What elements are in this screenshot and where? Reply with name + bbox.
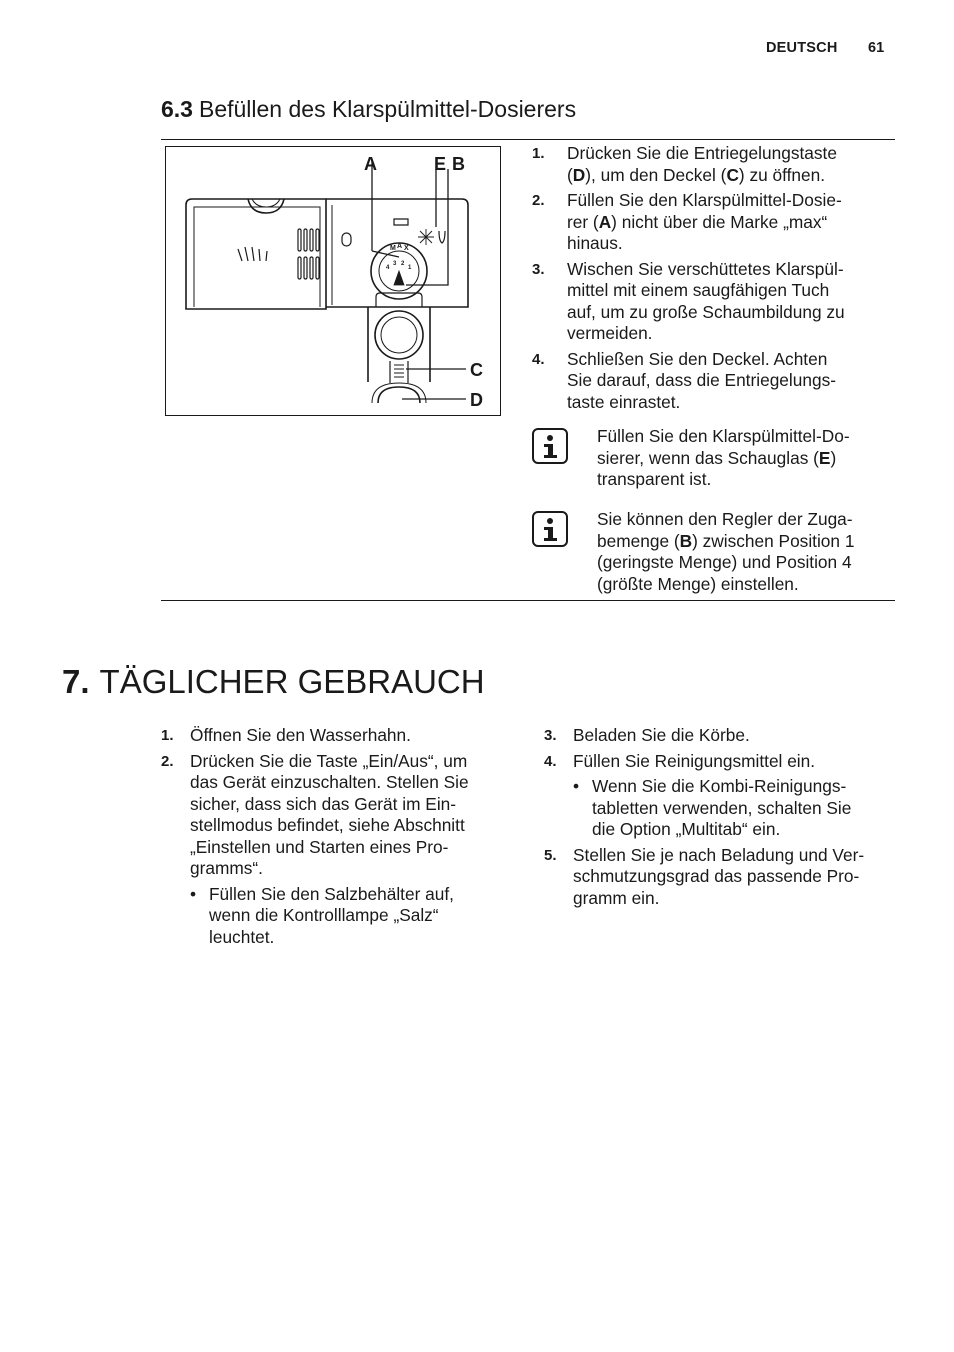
- step-text: Öffnen Sie den Wasserhahn.: [190, 725, 411, 745]
- step-text: Wischen Sie verschüttetes Klarspül-: [567, 258, 844, 279]
- dial-digit: 4: [386, 265, 390, 271]
- info-icon: [532, 511, 568, 547]
- bullet-text: wenn die Kontrolllampe „Salz“: [209, 905, 439, 925]
- step-number: 3.: [532, 260, 545, 278]
- ref-label: C: [726, 164, 739, 185]
- section-number: 6.3: [161, 96, 193, 122]
- step-number: 1.: [161, 727, 174, 744]
- section-title: [161, 96, 576, 123]
- chapter-title: [62, 663, 485, 701]
- step-text: hinaus.: [567, 233, 623, 253]
- bullet-text: leuchtet.: [209, 926, 275, 947]
- step-text: Stellen Sie je nach Beladung und Ver-: [573, 844, 865, 865]
- step-text: ) nicht über die Marke „max“: [611, 211, 828, 232]
- rinse-aid-dispenser-figure: [165, 146, 501, 416]
- step-item: [532, 190, 892, 255]
- info-note-text: [597, 509, 897, 595]
- step-text: Sie darauf, dass die Entriegelungs-: [567, 370, 836, 390]
- note-line: ) zwischen Position 1: [692, 530, 855, 551]
- note-line: Füllen Sie den Klarspülmittel-Do-: [597, 426, 850, 446]
- step-text: taste einrastet.: [567, 391, 681, 412]
- section-title-text: Befüllen des Klarspülmittel-Dosierers: [198, 96, 577, 122]
- step-text: rer (: [567, 211, 599, 232]
- step-item: [544, 751, 904, 773]
- step-number: 2.: [532, 192, 545, 209]
- step-item: [544, 845, 904, 910]
- note-line: Sie können den Regler der Zuga-: [597, 509, 853, 529]
- step-number: 2.: [161, 752, 174, 770]
- bullet-text: Füllen Sie den Salzbehälter auf,: [209, 883, 454, 904]
- header-language: DEUTSCH: [766, 40, 838, 56]
- bullet-item: [573, 776, 904, 841]
- step-text: ) zu öffnen.: [738, 164, 826, 185]
- step-text: ), um den Deckel (: [585, 164, 727, 185]
- step-text: mittel mit einem saugfähigen Tuch: [567, 280, 830, 300]
- note-line: transparent ist.: [597, 469, 712, 489]
- bullet-symbol: •: [190, 883, 197, 904]
- step-text: Schließen Sie den Deckel. Achten: [567, 348, 828, 369]
- dial-digit: 2: [401, 261, 405, 267]
- step-text: schmutzungsgrad das passende Pro-: [573, 866, 860, 886]
- step-number: 4.: [544, 752, 557, 770]
- ref-label: B: [679, 530, 693, 551]
- section-top-rule: [161, 139, 895, 140]
- bullet-text: die Option „Multitab“ ein.: [592, 819, 781, 839]
- dial-letter: M: [390, 245, 396, 252]
- note-line: (größte Menge) einstellen.: [597, 573, 799, 594]
- step-text: Drücken Sie die Entriegelungstaste: [567, 143, 837, 163]
- step-number: 1.: [532, 145, 545, 162]
- dial-digit: 3: [393, 261, 397, 267]
- label-d: D: [470, 390, 483, 410]
- step-text: Beladen Sie die Körbe.: [573, 725, 750, 745]
- step-item: [532, 143, 892, 186]
- bullet-text: tabletten verwenden, schalten Sie: [592, 797, 852, 818]
- dial-letter: X: [404, 245, 409, 252]
- ref-label: E: [818, 447, 831, 468]
- step-item: [532, 349, 892, 414]
- step-item: [544, 725, 904, 747]
- bullet-symbol: •: [573, 776, 580, 796]
- info-icon: [532, 428, 568, 464]
- ref-label: D: [572, 164, 586, 185]
- step-text: Füllen Sie den Klarspülmittel-Dosie-: [567, 190, 842, 210]
- step-item: [532, 259, 892, 345]
- note-line: sierer, wenn das Schauglas (: [597, 447, 819, 468]
- step-number: 3.: [544, 727, 557, 744]
- label-b: B: [452, 154, 465, 174]
- step-text: gramms“.: [190, 858, 263, 878]
- step-text: stellmodus befindet, siehe Abschnitt: [190, 815, 465, 835]
- info-note-text: [597, 426, 897, 491]
- label-a: A: [364, 154, 377, 174]
- section-bottom-rule: [161, 600, 895, 601]
- bullet-text: Wenn Sie die Kombi-Reinigungs-: [592, 776, 847, 796]
- note-line: bemenge (: [597, 530, 680, 551]
- chapter-left-column: [161, 725, 521, 952]
- step-number: 4.: [532, 350, 545, 368]
- note-line: (geringste Menge) und Position 4: [597, 552, 852, 572]
- step-text: sicher, dass sich das Gerät im Ein-: [190, 793, 457, 814]
- step-number: 5.: [544, 846, 557, 864]
- step-text: gramm ein.: [573, 887, 660, 908]
- bullet-item: [190, 884, 521, 949]
- step-item: [161, 751, 521, 880]
- step-item: [161, 725, 521, 747]
- dial-letter: A: [397, 243, 403, 250]
- dispenser-steps-list: [532, 143, 892, 417]
- dispenser-illustration: [166, 147, 500, 415]
- step-text: (: [567, 164, 573, 185]
- chapter-title-text: TÄGLICHER GEBRAUCH: [99, 663, 485, 700]
- step-text: vermeiden.: [567, 323, 653, 343]
- step-text: „Einstellen und Starten eines Pro-: [190, 836, 449, 857]
- note-line: ): [830, 447, 837, 468]
- step-text: Drücken Sie die Taste „Ein/Aus“, um: [190, 750, 468, 771]
- step-text: auf, um zu große Schaumbildung zu: [567, 301, 845, 322]
- chapter-number: 7.: [62, 663, 90, 700]
- label-e: E: [434, 154, 447, 174]
- chapter-right-column: [544, 725, 904, 913]
- dial-digit: 1: [408, 265, 412, 271]
- page-number: 61: [868, 40, 885, 56]
- step-text: das Gerät einzuschalten. Stellen Sie: [190, 772, 469, 792]
- ref-label: A: [598, 211, 612, 232]
- label-c: C: [470, 360, 483, 380]
- step-text: Füllen Sie Reinigungsmittel ein.: [573, 750, 816, 771]
